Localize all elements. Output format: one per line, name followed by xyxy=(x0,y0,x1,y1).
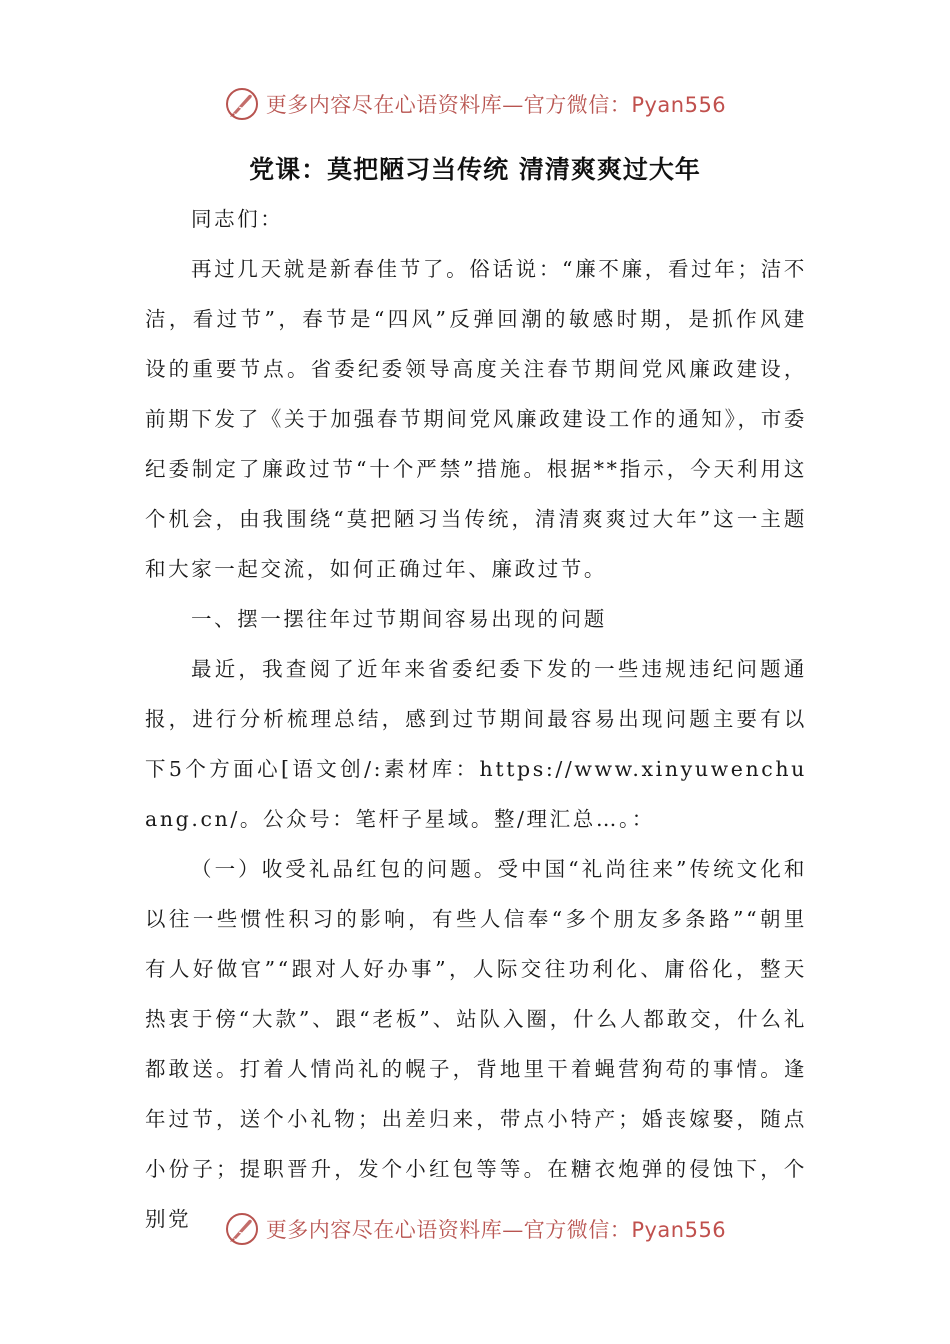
paragraph: （一）收受礼品红包的问题。受中国“礼尚往来”传统文化和以往一些惯性积习的影响，有些人信奉“多个朋友多条路”“朝里有人好做官”“跟对人好办事”，人际交往功利化、庸俗化，整天热衷于傍“大款”、跟“老板”、站队入圈，什么人都敢交，什么礼都敢送。打着人情尚礼的幌子，背地里干着蝇营狗苟的事情。逢年过节，送个小礼物；出差归来，带点小特产；婚丧嫁娶，随点小份子；提职晋升，发个小红包等等。在糖衣炮弹的侵蚀下，个别党 xyxy=(145,857,807,1231)
watermark-text: 更多内容尽在心语资料库—官方微信：Pyan556 xyxy=(265,1218,727,1242)
paragraph: 再过几天就是新春佳节了。俗话说：“廉不廉，看过年；洁不洁，看过节”，春节是“四风”反弹回潮的敏感时期，是抓作风建设的重要节点。省委纪委领导高度关注春节期间党风廉政建设，前期下发了《关于加强春节期间党风廉政建设工作的通知》，市委纪委制定了廉政过节“十个严禁”措施。根据**指示，今天利用这个机会，由我围绕“莫把陋习当传统，清清爽爽过大年”这一主题和大家一起交流，如何正确过年、廉政过节。 xyxy=(145,257,807,581)
quill-logo-icon xyxy=(224,86,260,122)
section-heading: 一、摆一摆往年过节期间容易出现的问题 xyxy=(191,607,607,631)
watermark-wechat-id: Pyan556 xyxy=(631,1218,727,1242)
watermark-text: 更多内容尽在心语资料库—官方微信：Pyan556 xyxy=(265,93,727,117)
paragraph: 最近，我查阅了近年来省委纪委下发的一些违规违纪问题通报，进行分析梳理总结，感到过节期间最容易出现问题主要有以下5个方面心[语文创/:素材库：https://www.xinyuwenchuang.cn/。公众号：笔杆子星域。整/理汇总…。： xyxy=(145,657,807,831)
header-watermark xyxy=(0,82,950,126)
footer-watermark xyxy=(0,1207,950,1251)
quill-logo-icon xyxy=(224,1211,260,1247)
document-title: 党课：莫把陋习当传统 清清爽爽过大年 xyxy=(249,155,701,184)
salutation: 同志们： xyxy=(191,207,284,231)
document-body xyxy=(145,194,807,1244)
watermark-wechat-id: Pyan556 xyxy=(631,93,727,117)
